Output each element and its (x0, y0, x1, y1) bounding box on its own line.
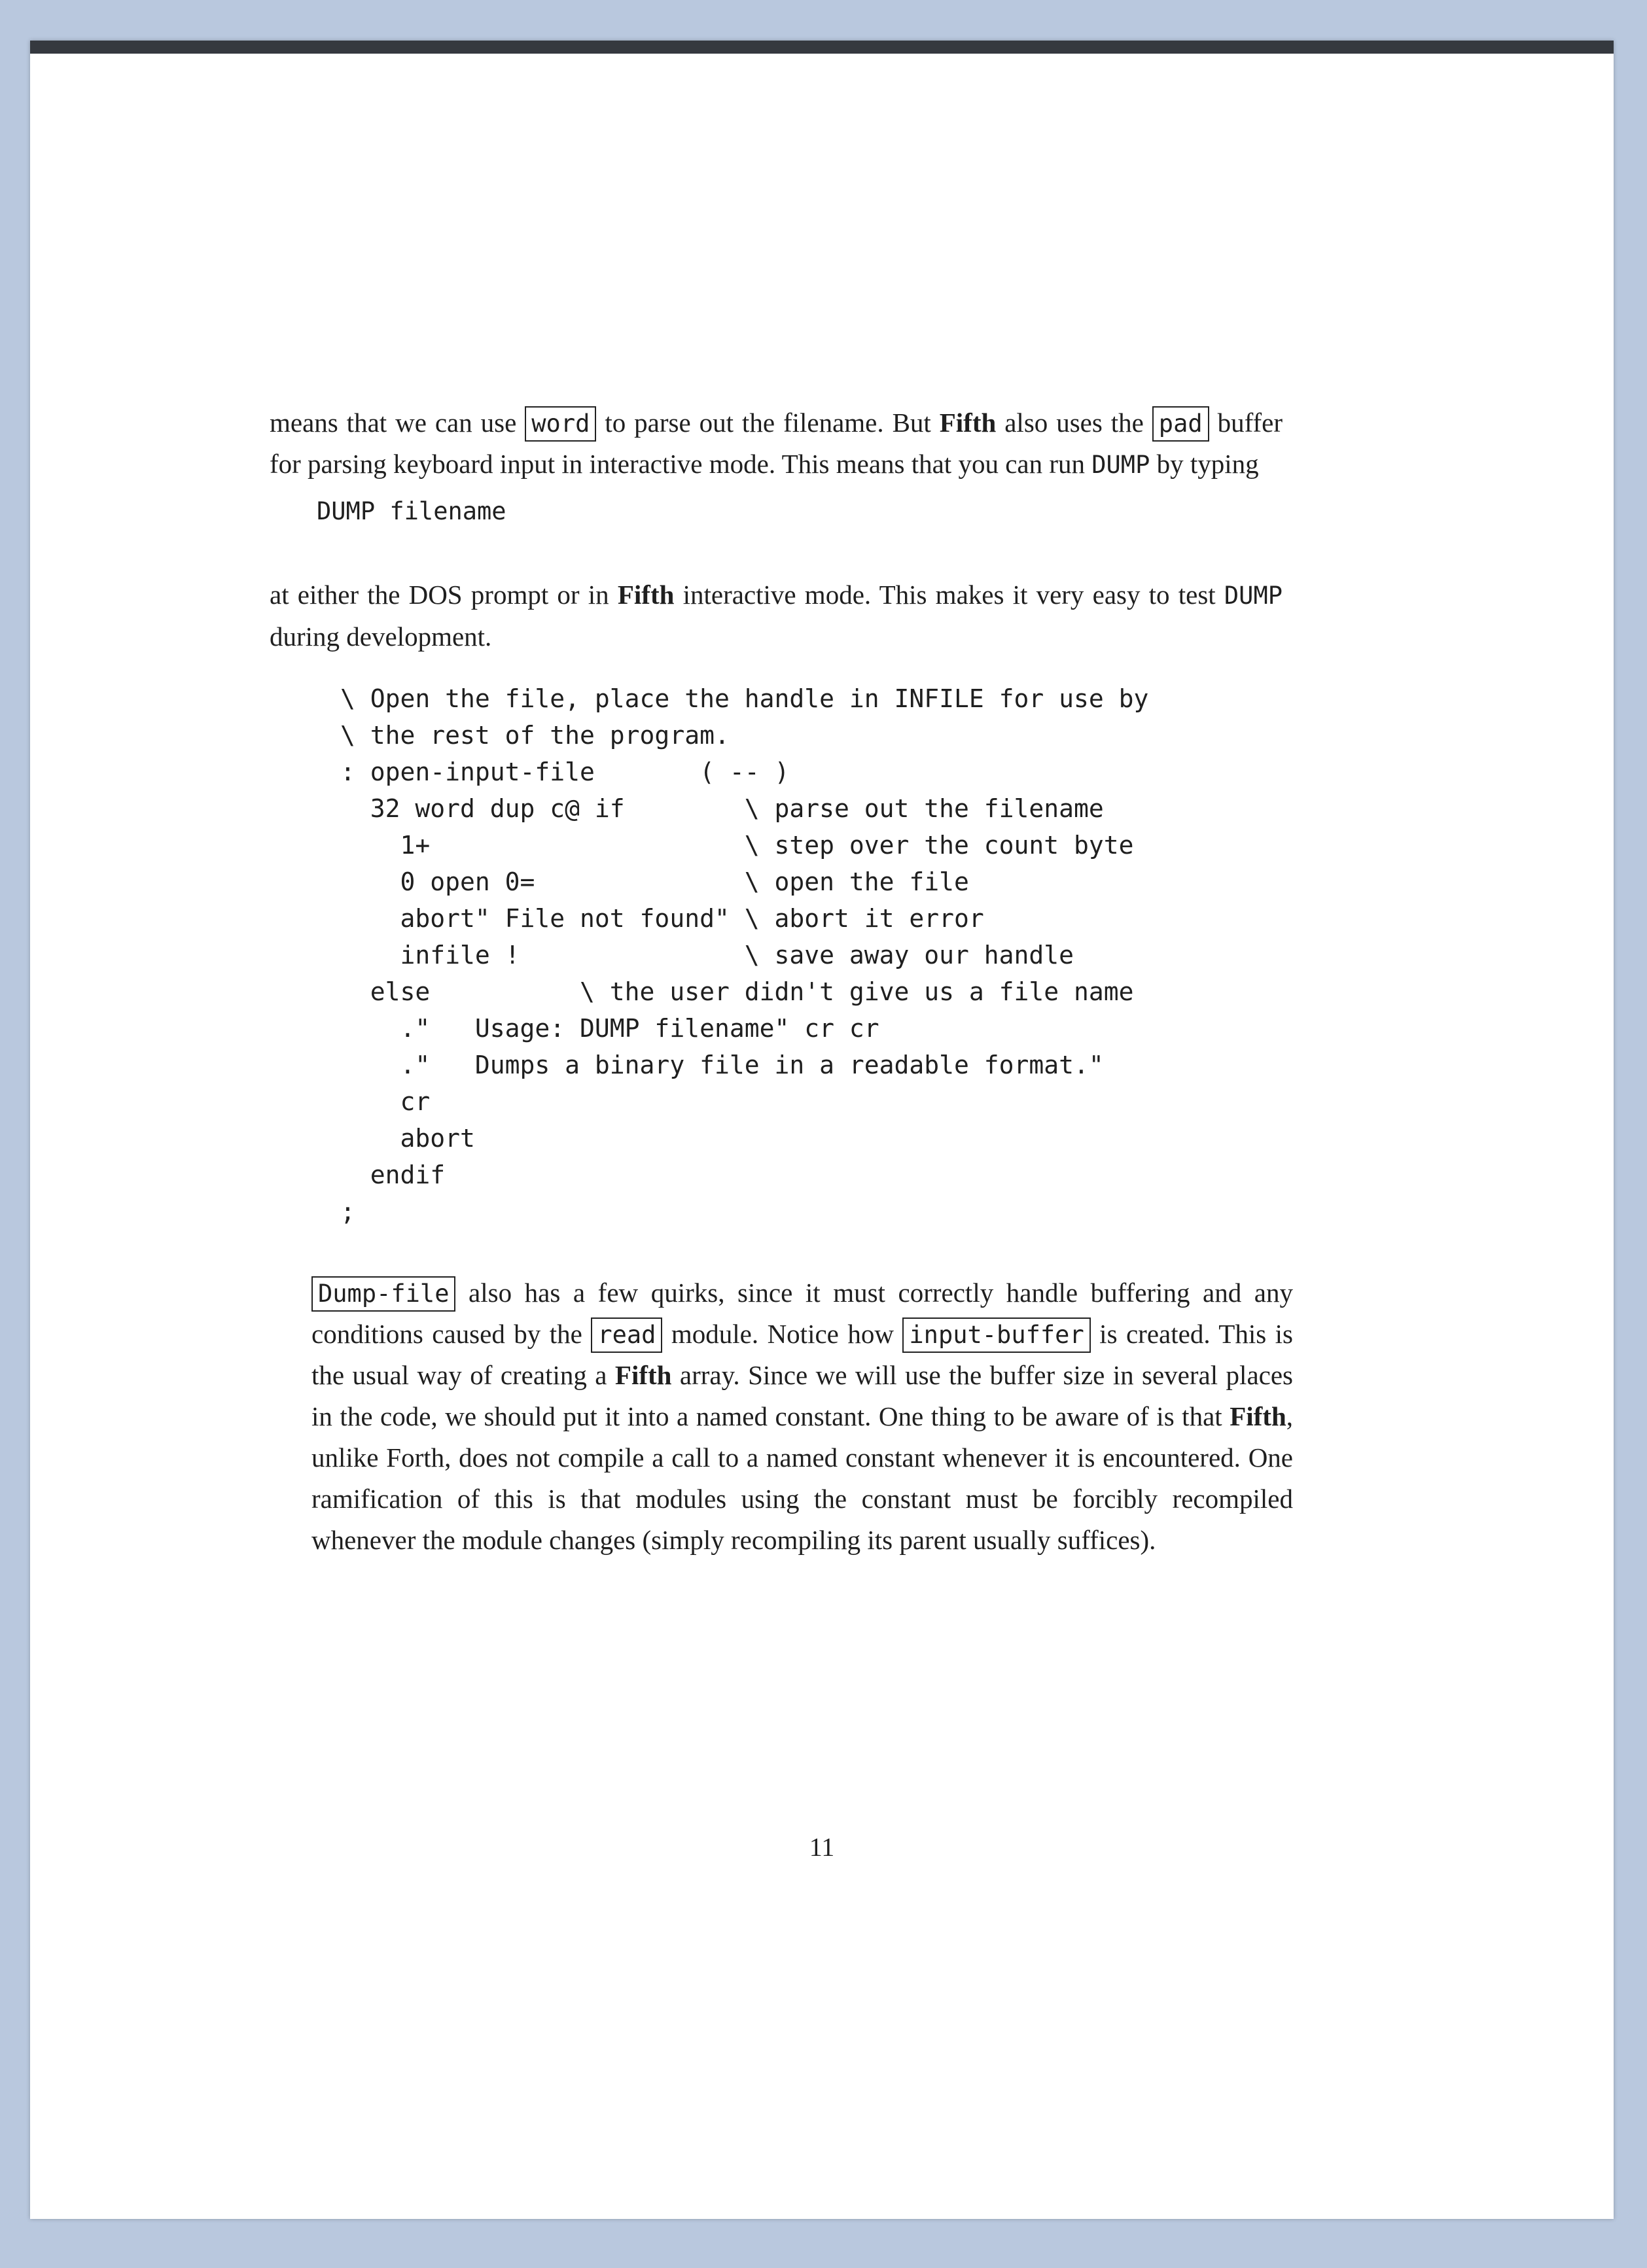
text: during development. (270, 621, 492, 652)
keyword-pad: pad (1152, 406, 1209, 442)
code-line: : open-input-file ( -- ) (340, 758, 790, 786)
bold-term: Fifth (617, 580, 675, 610)
code-line: 1+ \ step over the count byte (340, 831, 1134, 860)
text: also has a few quirks, since it must correctly handle buffering and any conditions caused by the (311, 1278, 1293, 1349)
code-line: 32 word dup c@ if \ parse out the filename (340, 794, 1104, 823)
code-line: endif (340, 1160, 446, 1189)
command-example: DUMP filename (317, 497, 506, 525)
text: , unlike Forth, does not compile a call to a named constant whenever it is encountered. One ramification of this is that modules using the constant must be forcibly recompiled whenever the module changes (simply recompiling its parent usually suffices). (311, 1401, 1293, 1555)
code-line: \ Open the file, place the handle in INFILE for use by (340, 684, 1149, 713)
code-line: 0 open 0= \ open the file (340, 867, 969, 896)
keyword-word: word (525, 406, 596, 442)
code-line: cr (340, 1087, 431, 1116)
inline-code: DUMP (1224, 582, 1283, 610)
text: to parse out the filename. But (596, 408, 940, 438)
bold-term: Fifth (939, 408, 997, 438)
page-number: 11 (809, 1832, 835, 1862)
text: module. Notice how (662, 1319, 903, 1349)
text: interactive mode. This makes it very easy to test (674, 580, 1224, 610)
code-line: ." Usage: DUMP filename" cr cr (340, 1014, 879, 1043)
code-line: \ the rest of the program. (340, 721, 730, 750)
keyword-read: read (591, 1317, 662, 1353)
code-line: else \ the user didn't give us a file name (340, 977, 1134, 1006)
code-line: abort" File not found" \ abort it error (340, 904, 984, 933)
bold-term: Fifth (614, 1360, 672, 1390)
keyword-input-buffer: input-buffer (902, 1317, 1090, 1353)
code-block (340, 680, 1148, 1230)
code-line: ; (340, 1197, 355, 1226)
code-line: infile ! \ save away our handle (340, 941, 1074, 969)
keyword-dump-file: Dump-file (311, 1276, 455, 1312)
text: by typing (1150, 449, 1259, 479)
paragraph-2 (270, 574, 1283, 657)
paragraph-1 (270, 402, 1283, 485)
code-line: abort (340, 1124, 475, 1153)
paragraph-3 (311, 1272, 1293, 1561)
inline-code: DUMP (1091, 451, 1150, 479)
bold-term: Fifth (1230, 1401, 1286, 1431)
text: buffer for parsing keyboard input in interactive mode. This means that you can run (270, 408, 1283, 479)
text: means that we can use (270, 408, 525, 438)
text: also uses the (996, 408, 1152, 438)
text: at either the DOS prompt or in (270, 580, 618, 610)
text: is created. This is the usual way of creating a (311, 1319, 1293, 1390)
code-line: ." Dumps a binary file in a readable format." (340, 1051, 1104, 1079)
text: array. Since we will use the buffer size in several places in the code, we should put it into a named constant. One thing to be aware of is that (311, 1360, 1293, 1431)
